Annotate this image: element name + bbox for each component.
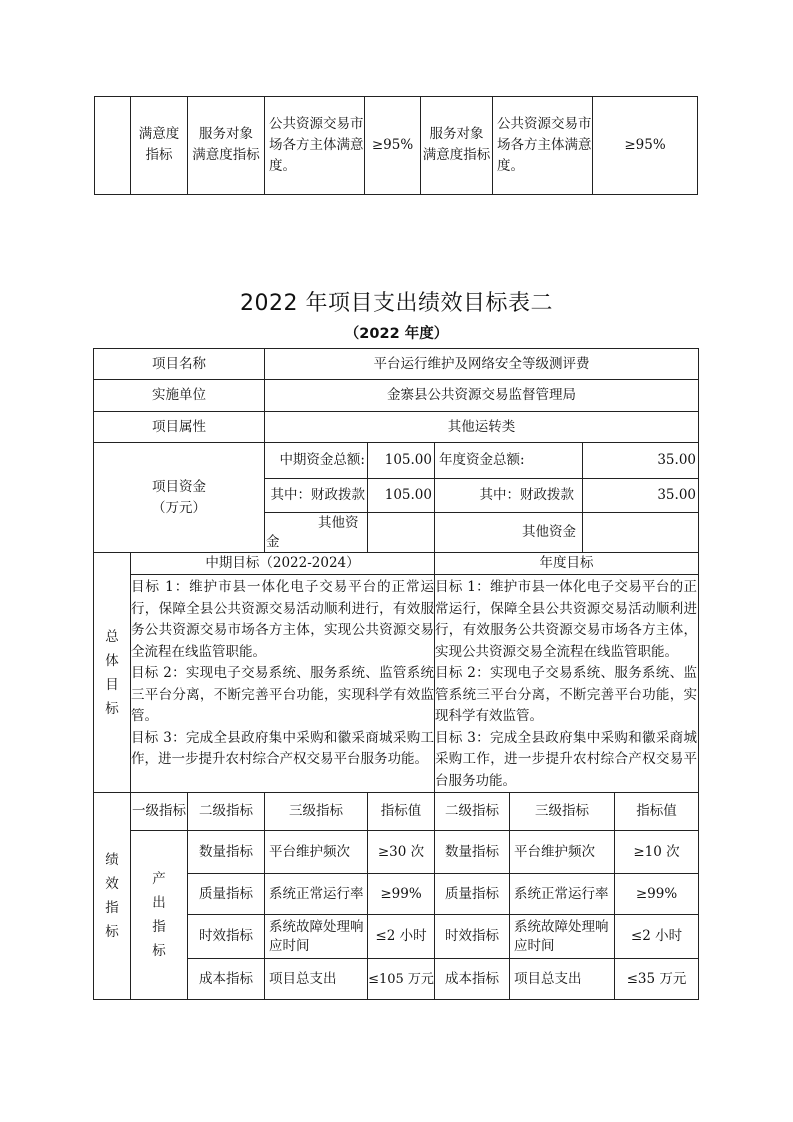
project-attribute-value: 其他运转类 (447, 418, 516, 435)
project-attribute-label: 项目属性 (152, 418, 206, 435)
header-level3-mid: 三级指标 (289, 803, 343, 819)
mid-goal-1: 目标 1：维护市县一体化电子交易平台的正常运行，保障全县公共资源交易活动顺利进行，有效服务公共资源交易市场各方主体，实现公共资源交易全流程在线监管职能。 (131, 579, 434, 660)
header-level2-mid: 二级指标 (199, 803, 253, 819)
mid-fiscal-label: 其中：财政拨款 (270, 487, 365, 503)
row-timeliness-level3-year: 系统故障处理响应时间 (514, 918, 609, 954)
mid-other-label: 其他资 (318, 515, 359, 531)
mid-total-value: 105.00 (384, 452, 432, 468)
row-cost-level3-mid: 项目总支出 (269, 970, 337, 987)
mid-fiscal-value: 105.00 (384, 487, 432, 503)
implementing-unit-value: 金寨县公共资源交易监督管理局 (387, 387, 576, 403)
header-level1: 一级指标 (132, 803, 186, 819)
top-satisfaction-value-mid: ≥95% (371, 136, 414, 153)
top-satisfaction-value-year: ≥95% (624, 136, 666, 153)
top-satisfaction-level2-year: 服务对象 满意度指标 (422, 126, 491, 163)
row-quality-value-mid: ≥99% (380, 885, 422, 902)
row-timeliness-value-mid: ≤2 小时 (375, 928, 427, 944)
year-total-label: 年度资金总额: (439, 452, 525, 468)
header-value-year: 指标值 (636, 803, 677, 819)
header-value-mid: 指标值 (380, 803, 422, 819)
year-goal-2: 目标 2：实现电子交易系统、服务系统、监管系统三平台分离，不断完善平台功能，实现科学有效监管。 (435, 665, 697, 724)
row-quantity-level2-mid: 数量指标 (199, 843, 253, 860)
year-total-value: 35.00 (657, 452, 696, 468)
row-timeliness-level2-year: 时效指标 (445, 928, 499, 944)
header-level2-year: 二级指标 (445, 803, 499, 819)
implementing-unit-label: 实施单位 (152, 387, 206, 403)
project-funds-label: 项目资金 （万元） (152, 478, 206, 516)
row-timeliness-level2-mid: 时效指标 (199, 928, 253, 944)
row-quality-level2-mid: 质量指标 (199, 885, 253, 902)
mid-goals-text (131, 577, 434, 771)
year-goal-header: 年度目标 (539, 555, 594, 571)
year-goals-text (435, 577, 697, 792)
row-cost-level2-mid: 成本指标 (199, 970, 253, 987)
top-satisfaction-level1: 满意度 指标 (138, 126, 180, 163)
row-quantity-value-year: ≥10 次 (633, 843, 680, 860)
row-quality-level3-mid: 系统正常运行率 (269, 885, 364, 902)
row-quantity-level3-year: 平台维护频次 (514, 843, 595, 860)
project-name-label: 项目名称 (152, 355, 206, 372)
overall-goals-label: 总 体 目 标 (105, 628, 119, 717)
top-satisfaction-level3-year: 公共资源交易市场各方主体满意度。 (497, 115, 592, 174)
row-quality-value-year: ≥99% (635, 885, 678, 902)
row-cost-level2-year: 成本指标 (445, 970, 499, 987)
mid-goal-2: 目标 2：实现电子交易系统、服务系统、监管系统三平台分离，不断完善平台功能，实现科学有效监管。 (131, 665, 434, 724)
mid-total-label: 中期资金总额: (279, 452, 365, 468)
year-fiscal-label: 其中：财政拨款 (479, 487, 574, 503)
row-quantity-value-mid: ≥30 次 (377, 843, 425, 860)
row-quality-level2-year: 质量指标 (445, 885, 499, 902)
header-level3-year: 三级指标 (535, 803, 589, 819)
page-title: 2022 年项目支出绩效目标表二 (240, 291, 553, 316)
year-goal-3: 目标 3：完成全县政府集中采购和徽采商城采购工作，进一步提升农村综合产权交易平台服务功能。 (435, 729, 697, 789)
mid-goal-header: 中期目标（2022-2024） (205, 555, 360, 571)
mid-goal-3: 目标 3：完成全县政府集中采购和徽采商城采购工作，进一步提升农村综合产权交易平台服务功能。 (131, 729, 434, 767)
mid-other-label-wrap: 金 (266, 534, 280, 550)
top-satisfaction-level3-mid: 公共资源交易市场各方主体满意度。 (269, 115, 364, 174)
project-name-value: 平台运行维护及网络安全等级测评费 (373, 355, 590, 372)
row-timeliness-level3-mid: 系统故障处理响应时间 (269, 918, 364, 954)
row-cost-value-mid: ≤105 万元 (368, 971, 434, 987)
page-subtitle: （2022 年度） (344, 326, 449, 342)
row-cost-level3-year: 项目总支出 (514, 970, 582, 987)
row-quantity-level3-mid: 平台维护频次 (269, 843, 350, 860)
perf-indicators-label: 绩 效 指 标 (105, 852, 119, 940)
year-fiscal-value: 35.00 (657, 487, 696, 503)
output-indicators-label: 产 出 指 标 (152, 871, 166, 959)
row-quality-level3-year: 系统正常运行率 (514, 885, 609, 902)
top-satisfaction-level2-mid: 服务对象 满意度指标 (192, 126, 260, 163)
row-cost-value-year: ≤35 万元 (626, 970, 687, 987)
year-goal-1: 目标 1：维护市县一体化电子交易平台的正常运行，保障全县公共资源交易活动顺利进行，有效服务公共资源交易市场各方主体，实现公共资源交易全流程在线监管职能。 (435, 579, 697, 660)
row-timeliness-value-year: ≤2 小时 (630, 928, 683, 944)
year-other-label: 其他资金 (522, 524, 576, 540)
row-quantity-level2-year: 数量指标 (445, 843, 499, 860)
